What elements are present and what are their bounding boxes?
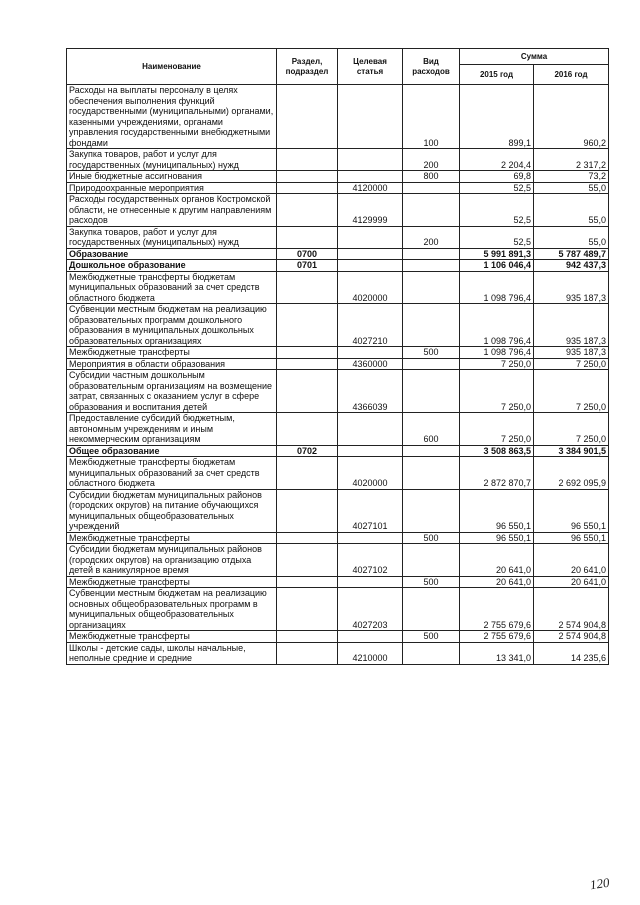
row-2016: 942 437,3 bbox=[534, 260, 609, 272]
row-article bbox=[338, 576, 403, 588]
row-2015: 7 250,0 bbox=[460, 370, 534, 413]
row-article: 4027210 bbox=[338, 304, 403, 347]
table-row bbox=[67, 358, 609, 370]
table-row bbox=[67, 347, 609, 359]
row-article: 4129999 bbox=[338, 194, 403, 227]
row-article bbox=[338, 85, 403, 149]
row-2016: 96 550,1 bbox=[534, 489, 609, 532]
row-article bbox=[338, 532, 403, 544]
row-article bbox=[338, 347, 403, 359]
table-row bbox=[67, 588, 609, 631]
row-name: Межбюджетные трансферты бюджетам муниципальных образований за счет средств областного бюджета bbox=[67, 457, 277, 490]
header-sum: Сумма bbox=[460, 49, 609, 65]
row-2015: 1 106 046,4 bbox=[460, 260, 534, 272]
row-2016: 2 692 095,9 bbox=[534, 457, 609, 490]
row-2016: 5 787 489,7 bbox=[534, 248, 609, 260]
row-article: 4366039 bbox=[338, 370, 403, 413]
header-article: Целевая статья bbox=[338, 49, 403, 85]
row-section bbox=[277, 642, 338, 664]
row-name: Предоставление субсидий бюджетным, автономным учреждениям и иным некоммерческим организациям bbox=[67, 413, 277, 446]
table-row bbox=[67, 576, 609, 588]
row-2016: 2 574 904,8 bbox=[534, 631, 609, 643]
row-section bbox=[277, 413, 338, 446]
header-name: Наименование bbox=[67, 49, 277, 85]
table-row bbox=[67, 271, 609, 304]
row-2015: 2 872 870,7 bbox=[460, 457, 534, 490]
row-name: Мероприятия в области образования bbox=[67, 358, 277, 370]
table-row bbox=[67, 182, 609, 194]
row-2016: 2 317,2 bbox=[534, 149, 609, 171]
row-2015: 96 550,1 bbox=[460, 489, 534, 532]
table-row bbox=[67, 370, 609, 413]
row-2015: 1 098 796,4 bbox=[460, 271, 534, 304]
row-type: 500 bbox=[403, 576, 460, 588]
row-2015: 7 250,0 bbox=[460, 413, 534, 446]
row-section bbox=[277, 588, 338, 631]
row-type: 500 bbox=[403, 532, 460, 544]
row-2015: 5 991 891,3 bbox=[460, 248, 534, 260]
row-section: 0700 bbox=[277, 248, 338, 260]
row-name: Субвенции местным бюджетам на реализацию образовательных программ дошкольного образования в муниципальных дошкольных образовательных организациях bbox=[67, 304, 277, 347]
row-type bbox=[403, 588, 460, 631]
row-2015: 96 550,1 bbox=[460, 532, 534, 544]
row-type bbox=[403, 642, 460, 664]
row-article: 4020000 bbox=[338, 457, 403, 490]
row-section bbox=[277, 182, 338, 194]
header-2016: 2016 год bbox=[534, 65, 609, 85]
row-article bbox=[338, 260, 403, 272]
row-type bbox=[403, 544, 460, 577]
row-type: 500 bbox=[403, 631, 460, 643]
row-type bbox=[403, 445, 460, 457]
row-name: Субсидии бюджетам муниципальных районов (городских округов) на питание обучающихся муниципальных общеобразовательных учреждений bbox=[67, 489, 277, 532]
row-name: Общее образование bbox=[67, 445, 277, 457]
row-section bbox=[277, 226, 338, 248]
row-article bbox=[338, 248, 403, 260]
row-2015: 69,8 bbox=[460, 171, 534, 183]
row-2015: 20 641,0 bbox=[460, 544, 534, 577]
row-2016: 2 574 904,8 bbox=[534, 588, 609, 631]
row-2016: 960,2 bbox=[534, 85, 609, 149]
table-row bbox=[67, 445, 609, 457]
row-type: 600 bbox=[403, 413, 460, 446]
row-section bbox=[277, 149, 338, 171]
row-name: Закупка товаров, работ и услуг для государственных (муниципальных) нужд bbox=[67, 226, 277, 248]
row-2015: 20 641,0 bbox=[460, 576, 534, 588]
row-2016: 14 235,6 bbox=[534, 642, 609, 664]
row-article: 4210000 bbox=[338, 642, 403, 664]
page-number: 120 bbox=[588, 874, 611, 893]
row-2015: 899,1 bbox=[460, 85, 534, 149]
row-article: 4027101 bbox=[338, 489, 403, 532]
row-section bbox=[277, 85, 338, 149]
row-section bbox=[277, 457, 338, 490]
header-type: Вид расходов bbox=[403, 49, 460, 85]
row-article bbox=[338, 445, 403, 457]
row-2015: 52,5 bbox=[460, 182, 534, 194]
table-row bbox=[67, 532, 609, 544]
row-2015: 7 250,0 bbox=[460, 358, 534, 370]
row-section bbox=[277, 489, 338, 532]
row-type bbox=[403, 304, 460, 347]
row-2016: 7 250,0 bbox=[534, 413, 609, 446]
row-name: Субсидии бюджетам муниципальных районов (городских округов) на организацию отдыха детей в каникулярное время bbox=[67, 544, 277, 577]
row-article bbox=[338, 149, 403, 171]
table-row bbox=[67, 413, 609, 446]
row-article bbox=[338, 413, 403, 446]
table-body bbox=[67, 85, 609, 665]
row-2016: 20 641,0 bbox=[534, 576, 609, 588]
row-article bbox=[338, 171, 403, 183]
row-section bbox=[277, 370, 338, 413]
table-row bbox=[67, 85, 609, 149]
row-section bbox=[277, 631, 338, 643]
row-section bbox=[277, 194, 338, 227]
row-type: 500 bbox=[403, 347, 460, 359]
row-2015: 2 204,4 bbox=[460, 149, 534, 171]
row-type bbox=[403, 182, 460, 194]
row-section bbox=[277, 576, 338, 588]
row-name: Расходы государственных органов Костромской области, не отнесенные к другим направлениям расходов bbox=[67, 194, 277, 227]
row-2016: 55,0 bbox=[534, 194, 609, 227]
row-name: Субвенции местным бюджетам на реализацию основных общеобразовательных программ в муниципальных общеобразовательных организациях bbox=[67, 588, 277, 631]
row-2016: 96 550,1 bbox=[534, 532, 609, 544]
table-row bbox=[67, 248, 609, 260]
table-row bbox=[67, 226, 609, 248]
row-name: Межбюджетные трансферты bbox=[67, 631, 277, 643]
row-2016: 935 187,3 bbox=[534, 347, 609, 359]
header-section: Раздел, подраздел bbox=[277, 49, 338, 85]
row-2016: 7 250,0 bbox=[534, 370, 609, 413]
row-2015: 1 098 796,4 bbox=[460, 347, 534, 359]
row-2015: 13 341,0 bbox=[460, 642, 534, 664]
row-2016: 73,2 bbox=[534, 171, 609, 183]
row-2015: 2 755 679,6 bbox=[460, 631, 534, 643]
row-name: Субсидии частным дошкольным образовательным организациям на возмещение затрат, связанных с оказанием услуг в сфере образования и воспитания детей bbox=[67, 370, 277, 413]
row-2016: 3 384 901,5 bbox=[534, 445, 609, 457]
row-type bbox=[403, 489, 460, 532]
row-name: Межбюджетные трансферты bbox=[67, 532, 277, 544]
row-section bbox=[277, 271, 338, 304]
row-type: 200 bbox=[403, 226, 460, 248]
row-type bbox=[403, 260, 460, 272]
table-row bbox=[67, 457, 609, 490]
table-row bbox=[67, 149, 609, 171]
row-name: Межбюджетные трансферты bbox=[67, 347, 277, 359]
table-row bbox=[67, 304, 609, 347]
row-section bbox=[277, 347, 338, 359]
row-type: 800 bbox=[403, 171, 460, 183]
budget-table bbox=[66, 48, 609, 665]
row-article bbox=[338, 226, 403, 248]
table-row bbox=[67, 642, 609, 664]
row-type: 200 bbox=[403, 149, 460, 171]
row-2015: 52,5 bbox=[460, 226, 534, 248]
row-name: Образование bbox=[67, 248, 277, 260]
row-name: Природоохранные мероприятия bbox=[67, 182, 277, 194]
row-section bbox=[277, 358, 338, 370]
row-article bbox=[338, 631, 403, 643]
header-2015: 2015 год bbox=[460, 65, 534, 85]
row-section: 0702 bbox=[277, 445, 338, 457]
row-section bbox=[277, 532, 338, 544]
table-row bbox=[67, 489, 609, 532]
row-article: 4120000 bbox=[338, 182, 403, 194]
row-type bbox=[403, 271, 460, 304]
row-section bbox=[277, 304, 338, 347]
row-article: 4027102 bbox=[338, 544, 403, 577]
row-2016: 55,0 bbox=[534, 226, 609, 248]
row-type bbox=[403, 248, 460, 260]
row-article: 4360000 bbox=[338, 358, 403, 370]
row-type bbox=[403, 370, 460, 413]
row-section bbox=[277, 544, 338, 577]
table-row bbox=[67, 260, 609, 272]
row-type: 100 bbox=[403, 85, 460, 149]
row-name: Межбюджетные трансферты бюджетам муниципальных образований за счет средств областного бюджета bbox=[67, 271, 277, 304]
row-2016: 7 250,0 bbox=[534, 358, 609, 370]
row-name: Дошкольное образование bbox=[67, 260, 277, 272]
row-2016: 55,0 bbox=[534, 182, 609, 194]
row-2016: 20 641,0 bbox=[534, 544, 609, 577]
row-section bbox=[277, 171, 338, 183]
row-name: Иные бюджетные ассигнования bbox=[67, 171, 277, 183]
row-2015: 3 508 863,5 bbox=[460, 445, 534, 457]
row-2016: 935 187,3 bbox=[534, 304, 609, 347]
row-name: Расходы на выплаты персоналу в целях обеспечения выполнения функций государственными (муниципальными) органами, казенными учреждениями, органами управления государственными внебюджетными фондами bbox=[67, 85, 277, 149]
row-name: Закупка товаров, работ и услуг для государственных (муниципальных) нужд bbox=[67, 149, 277, 171]
row-name: Школы - детские сады, школы начальные, неполные средние и средние bbox=[67, 642, 277, 664]
table-row bbox=[67, 194, 609, 227]
row-article: 4027203 bbox=[338, 588, 403, 631]
row-article: 4020000 bbox=[338, 271, 403, 304]
row-2016: 935 187,3 bbox=[534, 271, 609, 304]
table-row bbox=[67, 631, 609, 643]
row-type bbox=[403, 194, 460, 227]
row-2015: 1 098 796,4 bbox=[460, 304, 534, 347]
row-type bbox=[403, 457, 460, 490]
row-2015: 2 755 679,6 bbox=[460, 588, 534, 631]
row-section: 0701 bbox=[277, 260, 338, 272]
row-2015: 52,5 bbox=[460, 194, 534, 227]
table-row bbox=[67, 544, 609, 577]
table-row bbox=[67, 171, 609, 183]
row-type bbox=[403, 358, 460, 370]
row-name: Межбюджетные трансферты bbox=[67, 576, 277, 588]
